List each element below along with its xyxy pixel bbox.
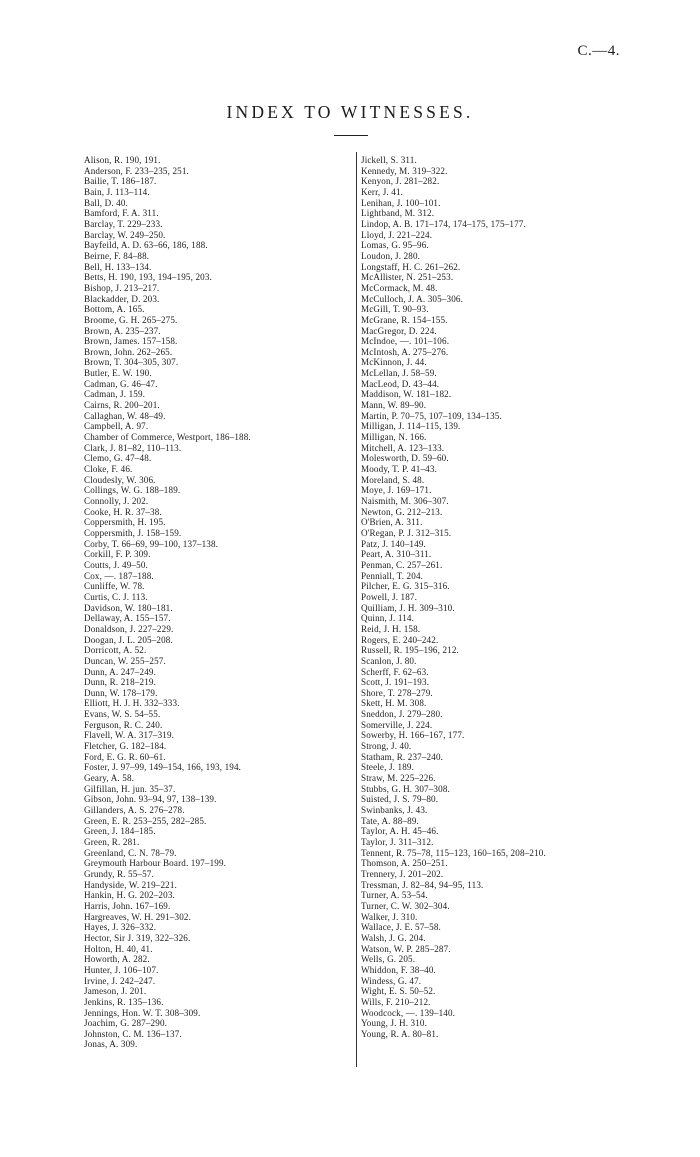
index-entry: Cloudesly, W. 306. <box>84 474 156 485</box>
index-entry: Doogan, J. L. 205–208. <box>84 634 173 645</box>
index-entry: Gillanders, A. S. 276–278. <box>84 805 185 816</box>
index-entry: Grundy, R. 55–57. <box>84 868 154 879</box>
index-entry: McCulloch, J. A. 305–306. <box>361 293 464 304</box>
index-entry: Holton, H. 40, 41. <box>84 943 153 954</box>
index-entry: Watson, W. P. 285–287. <box>361 943 451 954</box>
index-entry: Butler, E. W. 190. <box>84 368 152 379</box>
index-entry: Walsh, J. G. 204. <box>361 932 426 943</box>
index-entry: Collings, W. G. 188–189. <box>84 485 181 496</box>
index-entry: McCormack, M. 48. <box>361 282 438 293</box>
index-entry: Stubbs, G. H. 307–308. <box>361 783 450 794</box>
index-entry: Taylor, J. 311–312. <box>361 837 434 847</box>
index-entry: Kennedy, M. 319–322. <box>361 165 448 176</box>
index-entry: Tennent, R. 75–78, 115–123, 160–165, 208–210. <box>361 847 546 858</box>
page-title: INDEX TO WITNESSES. <box>226 102 474 122</box>
column-divider <box>356 152 357 1067</box>
index-entry: Ferguson, R. C. 240. <box>84 719 163 730</box>
index-entry: Bell, H. 133–134. <box>84 261 152 272</box>
index-entry: Strong, J. 40. <box>361 741 412 752</box>
page-reference: C.—4. <box>577 43 620 59</box>
index-entry: Bayfeild, A. D. 63–66, 186, 188. <box>84 240 208 251</box>
index-entry: Alison, R. 190, 191. <box>84 155 161 165</box>
index-entry: Scherff, F. 62–63. <box>361 666 429 677</box>
index-entry: Dunn, W. 178–179. <box>84 687 158 698</box>
index-entry: Jameson, J. 201. <box>84 986 147 997</box>
index-entry: Broome, G. H. 265–275. <box>84 314 178 325</box>
index-entry: Cadman, J. 159. <box>84 389 146 400</box>
index-entry: Skett, H. M. 308. <box>361 698 427 709</box>
index-entry: Geary, A. 58. <box>84 773 135 784</box>
index-entry: Quinn, J. 114. <box>361 613 415 624</box>
index-entry: Wight, E. S. 50–52. <box>361 986 436 997</box>
index-entry: Peart, A. 310–311. <box>361 549 432 560</box>
index-entry: Dunn, R. 218–219. <box>84 677 157 688</box>
index-entry: Molesworth, D. 59–60. <box>361 453 449 464</box>
index-entry: Davidson, W. 180–181. <box>84 602 173 613</box>
index-entry: Longstaff, H. C. 261–262. <box>361 261 461 272</box>
index-entry: Barclay, W. 249–250. <box>84 229 166 240</box>
index-entry: Clark, J. 81–82, 110–113. <box>84 442 182 453</box>
index-entry: Lightband, M. 312. <box>361 208 435 219</box>
index-entry: Chamber of Commerce, Westport, 186–188. <box>84 432 251 443</box>
index-column-right <box>361 155 661 1039</box>
index-entry: Whiddon, F. 38–40. <box>361 964 436 975</box>
index-entry: Donaldson, J. 227–229. <box>84 623 174 634</box>
index-entry: Barclay, T. 229–233. <box>84 218 163 229</box>
index-entry: Jonas, A. 309. <box>84 1039 138 1050</box>
index-entry: Green, E. R. 253–255, 282–285. <box>84 815 207 826</box>
index-entry: Hayes, J. 326–332. <box>84 922 157 933</box>
index-entry: Green, J. 184–185. <box>84 826 156 837</box>
index-entry: Steele, J. 189. <box>361 762 415 773</box>
index-entry: Jickell, S. 311. <box>361 155 417 165</box>
index-entry: Penniall, T. 204. <box>361 570 424 581</box>
index-entry: Tate, A. 88–89. <box>361 815 419 826</box>
index-entry: Dunn, A. 247–249. <box>84 666 157 677</box>
index-entry: Maddison, W. 181–182. <box>361 389 452 400</box>
index-entry: McLellan, J. 58–59. <box>361 368 437 379</box>
title-rule <box>334 135 368 136</box>
index-entry: Elliott, H. J. H. 332–333. <box>84 698 180 709</box>
index-entry: Brown, A. 235–237. <box>84 325 161 336</box>
index-entry: Trennery, J. 201–202. <box>361 868 444 879</box>
index-entry: Bamford, F. A. 311. <box>84 208 159 219</box>
index-entry: Lomas, G. 95–96. <box>361 240 429 251</box>
index-entry: O'Regan, P. J. 312–315. <box>361 527 452 538</box>
index-entry: Flavell, W. A. 317–319. <box>84 730 175 741</box>
index-entry: Greymouth Harbour Board. 197–199. <box>84 858 227 869</box>
index-entry: Cadman, G. 46–47. <box>84 378 158 389</box>
index-entry: Anderson, F. 233–235, 251. <box>84 165 189 176</box>
index-entry: Gilfillan, H. jun. 35–37. <box>84 783 176 794</box>
index-entry: Woodcock, —. 139–140. <box>361 1007 456 1018</box>
index-entry: Blackadder, D. 203. <box>84 293 160 304</box>
index-entry: Ford, E. G. R. 60–61. <box>84 751 166 762</box>
index-entry: Moye, J. 169–171. <box>361 485 432 496</box>
index-entry: Young, J. H. 310. <box>361 1018 428 1029</box>
index-entry: Powell, J. 187. <box>361 591 418 602</box>
index-column-left <box>84 155 346 1050</box>
index-entry: McGill, T. 90–93. <box>361 304 429 315</box>
index-entry: Cooke, H. R. 37–38. <box>84 506 162 517</box>
index-entry: Wills, F. 210–212. <box>361 996 431 1007</box>
index-entry: Beirne, F. 84–88. <box>84 250 150 261</box>
index-entry: MacLeod, D. 43–44. <box>361 378 440 389</box>
index-entry: Corkill, F. P. 309. <box>84 549 151 560</box>
index-entry: Dorricott, A. 52. <box>84 645 147 656</box>
index-entry: Greenland, C. N. 78–79. <box>84 847 177 858</box>
index-entry: Cloke, F. 46. <box>84 464 133 475</box>
index-entry: Green, R. 281. <box>84 837 140 847</box>
index-entry: Turner, A. 53–54. <box>361 890 428 901</box>
index-entry: Scott, J. 191–193. <box>361 677 430 688</box>
index-entry: Hunter, J. 106–107. <box>84 964 159 975</box>
index-entry: Scanlon, J. 80. <box>361 655 417 666</box>
index-entry: Reid, J. H. 158. <box>361 623 421 634</box>
index-entry: Patz, J. 140–149. <box>361 538 426 549</box>
index-entry: Gibson, John. 93–94, 97, 138–139. <box>84 794 217 805</box>
index-entry: Naismith, M. 306–307. <box>361 496 449 506</box>
index-entry: Wells, G. 205. <box>361 954 416 965</box>
index-entry: Jenkins, R. 135–136. <box>84 996 164 1007</box>
index-entry: Bishop, J. 213–217. <box>84 282 160 293</box>
index-entry: Hankin, H. G. 202–203. <box>84 890 175 901</box>
index-entry: Quilliam, J. H. 309–310. <box>361 602 455 613</box>
index-entry: Bailie, T. 186–187. <box>84 176 157 187</box>
index-entry: Clemo, G. 47–48. <box>84 453 152 464</box>
index-entry: Sneddon, J. 279–280. <box>361 709 443 720</box>
index-entry: Sowerby, H. 166–167, 177. <box>361 730 465 741</box>
index-entry: Connolly, J. 202. <box>84 496 149 506</box>
index-entry: Jennings, Hon. W. T. 308–309. <box>84 1007 201 1018</box>
index-entry: Cox, —. 187–188. <box>84 570 154 581</box>
index-entry: Pilcher, E. G. 315–316. <box>361 581 450 592</box>
index-entry: Wallace, J. E. 57–58. <box>361 922 441 933</box>
index-entry: Lloyd, J. 221–224. <box>361 229 433 240</box>
index-entry: Campbell, A. 97. <box>84 421 149 432</box>
index-entry: Brown, John. 262–265. <box>84 346 173 357</box>
index-entry: Thomson, A. 250–251. <box>361 858 448 869</box>
index-entry: McGrane, R. 154–155. <box>361 314 448 325</box>
index-entry: Cairns, R. 200–201. <box>84 400 160 411</box>
index-entry: Penman, C. 257–261. <box>361 559 443 570</box>
index-entry: Hector, Sir J. 319, 322–326. <box>84 932 191 943</box>
index-entry: McAllister, N. 251–253. <box>361 272 454 283</box>
index-entry: Coppersmith, J. 158–159. <box>84 527 182 538</box>
index-entry: Johnston, C. M. 136–137. <box>84 1028 182 1039</box>
index-entry: Joachim, G. 287–290. <box>84 1018 168 1029</box>
index-entry: Bottom, A. 165. <box>84 304 145 315</box>
index-entry: Moody, T. P. 41–43. <box>361 464 437 475</box>
index-entry: Handyside, W. 219–221. <box>84 879 177 890</box>
index-entry: Straw, M. 225–226. <box>361 773 436 784</box>
index-entry: Corby, T. 66–69, 99–100, 137–138. <box>84 538 219 549</box>
index-entry: Rogers, E. 240–242. <box>361 634 439 645</box>
index-entry: Turner, C. W. 302–304. <box>361 900 450 911</box>
index-entry: Milligan, N. 166. <box>361 432 427 443</box>
index-entry: Moreland, S. 48. <box>361 474 425 485</box>
index-entry: Tressman, J. 82–84, 94–95, 113. <box>361 879 484 890</box>
index-entry: Hargreaves, W. H. 291–302. <box>84 911 192 922</box>
index-entry: Bain, J. 113–114. <box>84 186 150 197</box>
index-entry: Suisted, J. S. 79–80. <box>361 794 439 805</box>
index-entry: Loudon, J. 280. <box>361 250 421 261</box>
index-entry: Windess, G. 47. <box>361 975 422 986</box>
index-entry: Walker, J. 310. <box>361 911 418 922</box>
index-entry: Somerville, J. 224. <box>361 719 433 730</box>
index-entry: Ball, D. 40. <box>84 197 128 208</box>
index-entry: Milligan, J. 114–115, 139. <box>361 421 461 432</box>
index-entry: Kerr, J. 41. <box>361 186 404 197</box>
index-entry: Cunliffe, W. 78. <box>84 581 145 592</box>
index-entry: Coppersmith, H. 195. <box>84 517 166 528</box>
index-entry: Brown, T. 304–305, 307. <box>84 357 179 368</box>
index-entry: Dellaway, A. 155–157. <box>84 613 171 624</box>
index-entry: Russell, R. 195–196, 212. <box>361 645 459 656</box>
index-entry: O'Brien, A. 311. <box>361 517 423 528</box>
index-entry: Brown, James. 157–158. <box>84 336 178 347</box>
index-entry: MacGregor, D. 224. <box>361 325 437 336</box>
index-entry: Howorth, A. 282. <box>84 954 150 965</box>
index-entry: Coutts, J. 49–50. <box>84 559 148 570</box>
index-entry: Shore, T. 278–279. <box>361 687 433 698</box>
index-entry: McIndoe, —. 101–106. <box>361 336 450 347</box>
index-entry: Martin, P. 70–75, 107–109, 134–135. <box>361 410 502 421</box>
index-entry: Taylor, A. H. 45–46. <box>361 826 439 837</box>
index-entry: Lindop, A. B. 171–174, 174–175, 175–177. <box>361 218 526 229</box>
index-entry: Harris, John. 167–169. <box>84 900 171 911</box>
index-entry: Duncan, W. 255–257. <box>84 655 166 666</box>
index-entry: Evans, W. S. 54–55. <box>84 709 161 720</box>
index-entry: Newton, G. 212–213. <box>361 506 443 517</box>
index-entry: Mitchell, A. 123–133. <box>361 442 445 453</box>
index-entry: Swinbanks, J. 43. <box>361 805 428 816</box>
index-entry: Irvine, J. 242–247. <box>84 975 156 986</box>
index-entry: Callaghan, W. 48–49. <box>84 410 166 421</box>
index-entry: Young, R. A. 80–81. <box>361 1028 439 1039</box>
index-entry: McKinnon, J. 44. <box>361 357 427 368</box>
index-entry: Kenyon, J. 281–282. <box>361 176 440 187</box>
index-entry: Mann, W. 89–90. <box>361 400 427 411</box>
index-entry: Foster, J. 97–99, 149–154, 166, 193, 194. <box>84 762 242 773</box>
index-entry: McIntosh, A. 275–276. <box>361 346 449 357</box>
index-entry: Statham, R. 237–240. <box>361 751 444 762</box>
index-entry: Fletcher, G. 182–184. <box>84 741 167 752</box>
index-entry: Betts, H. 190, 193, 194–195, 203. <box>84 272 212 283</box>
index-entry: Curtis, C. J. 113. <box>84 591 148 602</box>
index-entry: Lenihan, J. 100–101. <box>361 197 441 208</box>
